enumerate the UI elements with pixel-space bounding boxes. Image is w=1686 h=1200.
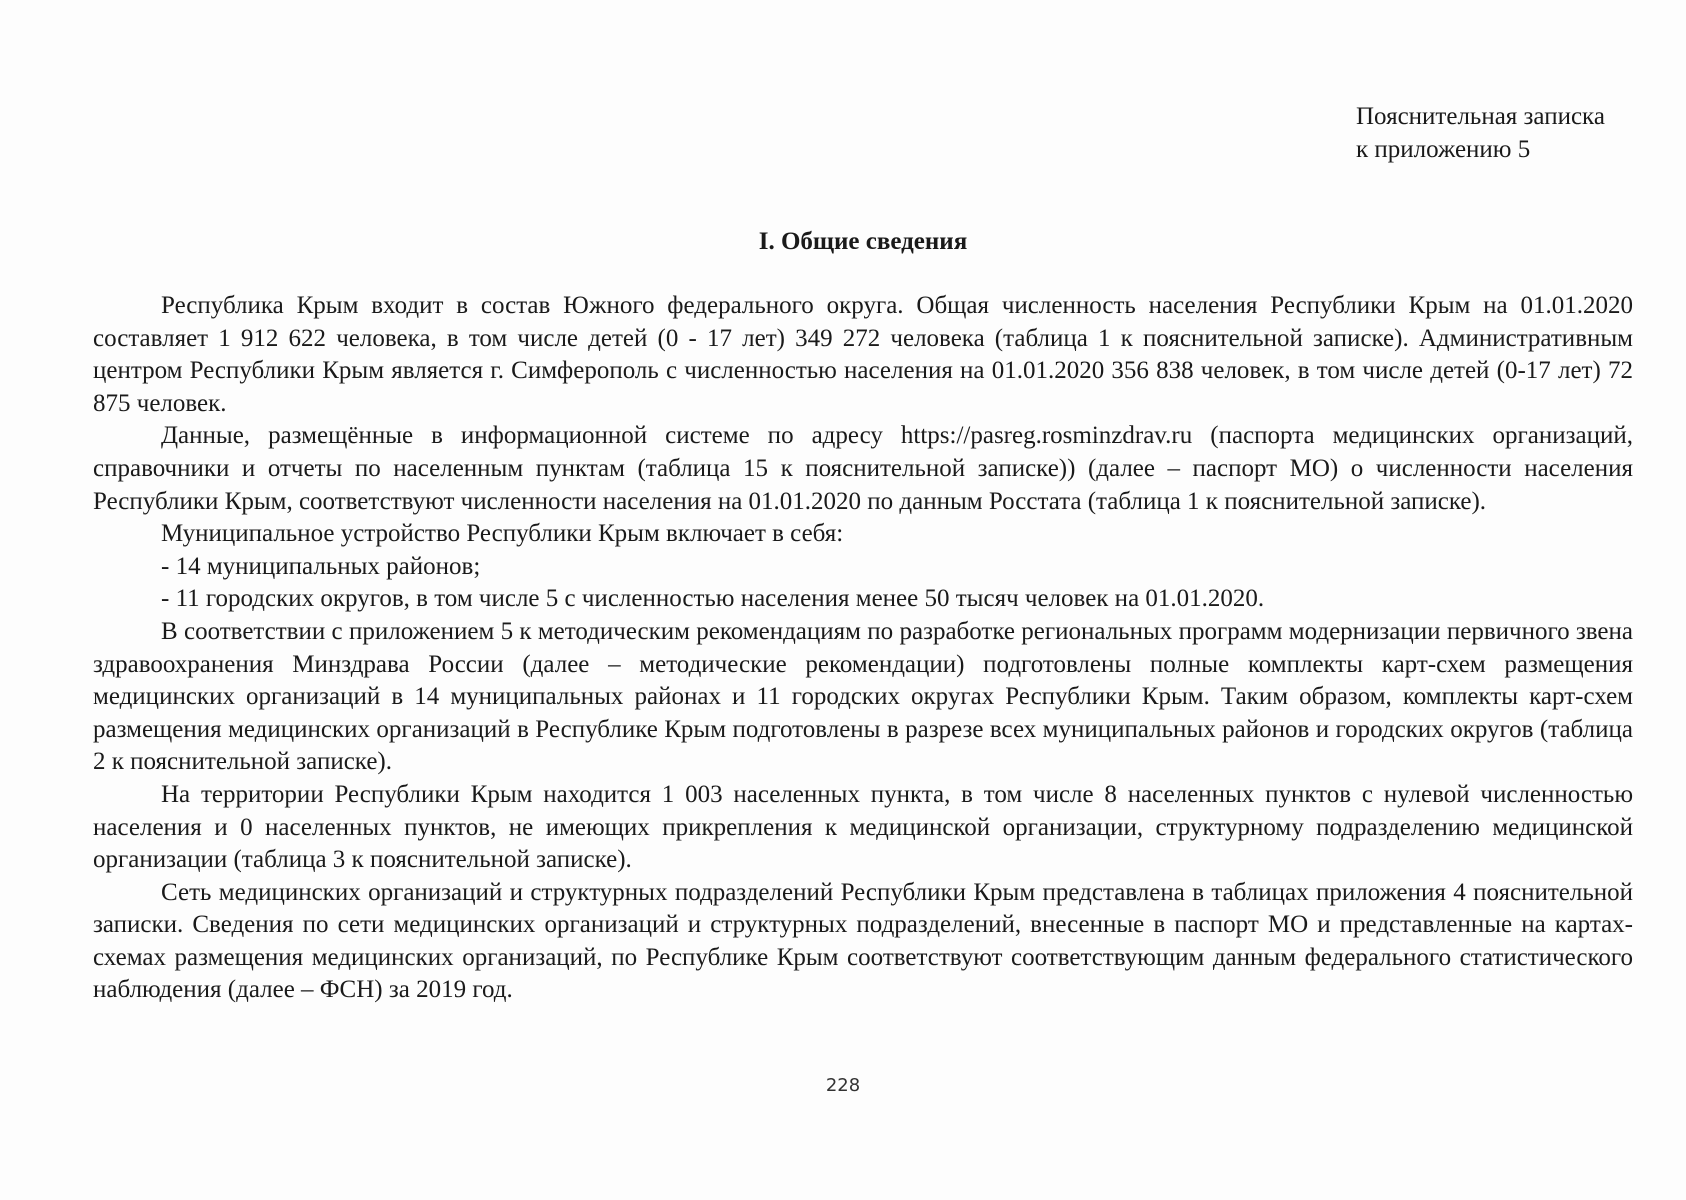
- paragraph-settlements: На территории Республики Крым находится 1 003 населенных пункта, в том числе 8 населенных пунктов с нулевой численностью населения и 0 населенных пунктов, не имеющих прикрепления к медицинской организации, структурному подразделению медицинской организации (таблица 3 к пояснительной записке).: [93, 780, 1633, 874]
- paragraph-passport-data: Данные, размещённые в информационной системе по адресу https://pasreg.rosminzdrav.ru (паспорта медицинских организаций, справочники и отчеты по населенным пунктам (таблица 15 к пояснительной записке)) (далее – паспорт МО) о численности населения Республики Крым, соответствуют численности населения на 01.01.2020 по данным Росстата (таблица 1 к пояснительной записке).: [93, 422, 1633, 515]
- paragraph-medical-network: Сеть медицинских организаций и структурных подразделений Республики Крым представлена в таблицах приложения 4 пояснительной записки. Сведения по сети медицинских организаций и структурных подразделений, внесенные в паспорт МО и представленные на картах-схемах размещения медицинских организаций, по Республике Крым соответствуют соответствующим данным федерального статистического наблюдения (далее – ФСН) за 2019 год.: [93, 878, 1633, 1004]
- list-item-city-districts: - 11 городских округов, в том числе 5 с численностью населения менее 50 тысяч человек на 01.01.2020.: [161, 585, 1265, 613]
- document-body: [93, 290, 1633, 1007]
- explanatory-note-header: [1356, 100, 1656, 166]
- paragraph-municipal-structure: Муниципальное устройство Республики Крым включает в себя:: [161, 520, 844, 548]
- page-number: 228: [825, 1075, 861, 1096]
- list-item-districts: - 14 муниципальных районов;: [161, 552, 481, 580]
- section-title: I. Общие сведения: [758, 228, 968, 255]
- paragraph-population: Республика Крым входит в состав Южного федерального округа. Общая численность населения Республики Крым на 01.01.2020 составляет 1 912 622 человека, в том числе детей (0 - 17 лет) 349 272 человека (таблица 1 к пояснительной записке). Административным центром Республики Крым является г. Симферополь с численностью населения на 01.01.2020 356 838 человек, в том числе детей (0-17 лет) 72 875 человек.: [93, 292, 1633, 417]
- header-line-2: к приложению 5: [1356, 136, 1531, 163]
- header-line-1: Пояснительная записка: [1356, 103, 1605, 130]
- paragraph-map-schemes: В соответствии с приложением 5 к методическим рекомендациям по разработке региональных программ модернизации первичного звена здравоохранения Минздрава России (далее – методические рекомендации) подготовлены полные комплекты карт-схем размещения медицинских организаций в 14 муниципальных районах и 11 городских округах Республики Крым. Таким образом, комплекты карт-схем размещения медицинских организаций в Республике Крым подготовлены в разрезе всех муниципальных районов и городских округов (таблица 2 к пояснительной записке).: [93, 617, 1633, 776]
